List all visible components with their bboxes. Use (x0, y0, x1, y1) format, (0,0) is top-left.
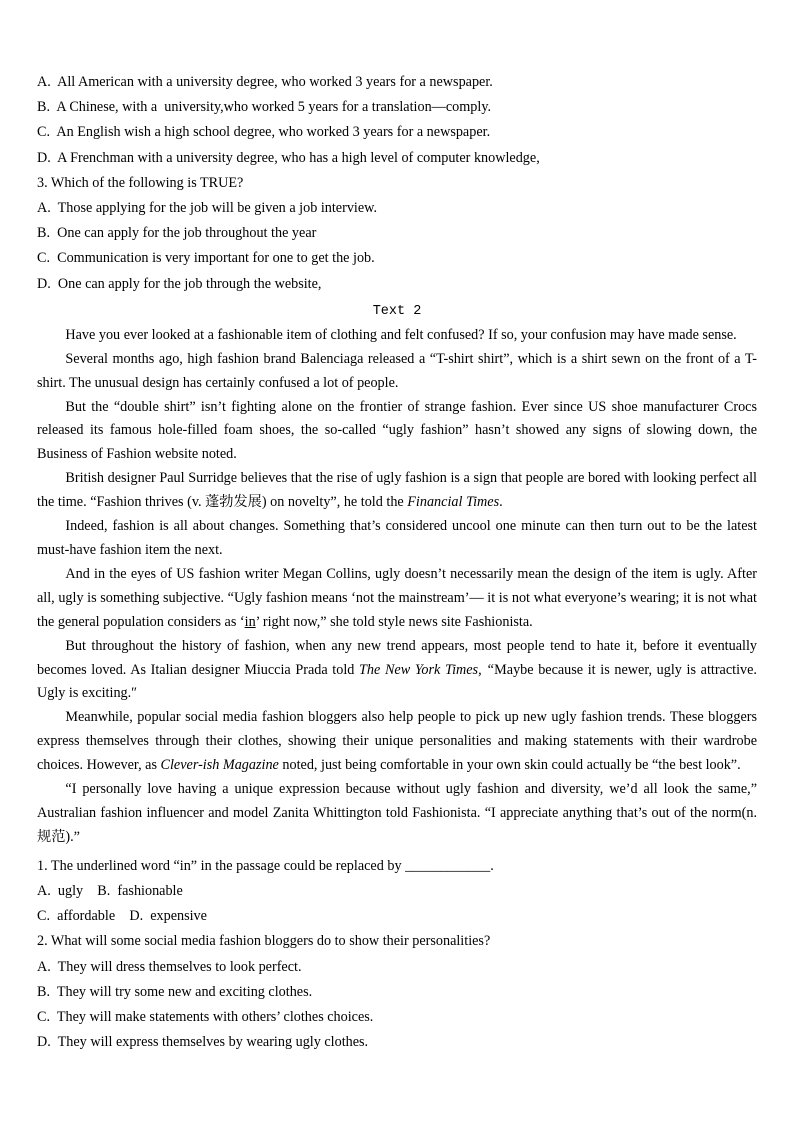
question-2-stem: 2. What will some social media fashion bloggers do to show their personalities? (37, 933, 491, 950)
passage-paragraph-3 (37, 396, 757, 468)
question-3-option-d: D. One can apply for the job through the website, (37, 275, 322, 292)
text-run: noted, just being comfortable in your own skin could actually be “the best look”. (278, 757, 741, 774)
passage-paragraph-7 (37, 635, 757, 707)
reading-passage (37, 324, 757, 850)
text-run: But the “double shirt” isn’t fighting alone on the frontier of strange fashion. Ever since US shoe manufacturer Crocs released its famous hole-filled foam shoes, the so-called “ugly fashion” hasn’t showed any signs of slowing down, the Business of Fashion website noted. (37, 398, 757, 463)
question-2-option-c: C. They will make statements with others’ clothes choices. (37, 1008, 374, 1025)
question-3-option-a: A. Those applying for the job will be given a job interview. (37, 200, 378, 217)
question-2-option-d: D. They will express themselves by wearing ugly clothes. (37, 1034, 369, 1051)
question-3-option-c: C. Communication is very important for one to get the job. (37, 250, 375, 267)
option-line-c: C. An English wish a high school degree, who worked 3 years for a newspaper. (37, 124, 491, 141)
question-2-option-a: A. They will dress themselves to look perfect. (37, 958, 302, 975)
option-line-a: A. All American with a university degree, who worked 3 years for a newspaper. (37, 74, 493, 90)
question-3-stem: 3. Which of the following is TRUE? (37, 174, 244, 191)
question-1-options-cd: C. affordable D. expensive (37, 908, 207, 925)
question-1-options-ab: A. ugly B. fashionable (37, 882, 183, 899)
question-1-stem: 1. The underlined word “in” in the passage could be replaced by ____________. (37, 857, 494, 874)
passage-questions-section (37, 854, 757, 1056)
passage-paragraph-6 (37, 563, 757, 635)
text-run: Indeed, fashion is all about changes. Something that’s considered uncool one minute can then turn out to be the latest must-have fashion item the next. (37, 518, 757, 558)
text-run: Several months ago, high fashion brand Balenciaga released a “T-shirt shirt”, which is a shirt sewn on the front of a T-shirt. The unusual design has certainly confused a lot of people. (37, 350, 757, 391)
italic-title-text: The New York Times, “ (359, 661, 495, 678)
text-run: Meanwhile, popular social media fashion bloggers also help people to pick up new ugly fashion trends. These bloggers express themselves through their clothes, showing their unique personalities and making statements with their wardrobe choices. However, as (37, 709, 757, 774)
text-run: ’ right now,” she told style news site Fashionista. (255, 613, 533, 630)
text-run: And in the eyes of US fashion writer Megan Collins, ugly doesn’t necessarily mean the design of the item is ugly. After all, ugly is something subjective. “Ugly fashion means ‘not the mainstream’— it is not what everyone’s wearing; it is not what the general population considers as ‘ (37, 565, 757, 630)
text-run: Maybe because it is newer, ugly is attractive. Ugly is exciting.″ (37, 661, 757, 702)
option-line-b: B. A Chinese, with a university,who worked 5 years for a translation—comply. (37, 99, 492, 116)
underlined-word: in (244, 613, 256, 630)
question-3-option-b: B. One can apply for the job throughout the year (37, 225, 317, 242)
option-line-d: D. A Frenchman with a university degree, who has a high level of computer knowledge, (37, 149, 540, 166)
passage-paragraph-9 (37, 778, 757, 850)
passage-paragraph-4 (37, 467, 757, 515)
passage-paragraph-2 (37, 348, 757, 396)
passage-paragraph-8 (37, 706, 757, 778)
text-run: British designer Paul Surridge believes that the rise of ugly fashion is a sign that people are bored with looking perfect all the time. “Fashion thrives (v. 蓬勃发展) on novelty”, he told the (37, 470, 757, 511)
passage-paragraph-1 (37, 324, 757, 348)
italic-title-text: Financial Times (407, 494, 500, 511)
text-run: But throughout the history of fashion, when any new trend appears, most people tend to hate it, before it eventually becomes loved. As Italian designer Miuccia Prada told (37, 637, 757, 678)
text-run: Have you ever looked at a fashionable item of clothing and felt confused? If so, your confusion may have made sense. (65, 326, 737, 343)
italic-title-text: Clever-ish Magazine (160, 757, 279, 774)
text-run: “I personally love having a unique expression because without ugly fashion and diversity, we’d all look the same,” Australian fashion influencer and model Zanita Whittington told Fashionista. “I appreciate anything that’s out of the norm(n. 规范).” (37, 781, 757, 845)
job-ad-questions-section (37, 70, 757, 297)
passage-paragraph-5 (37, 515, 757, 563)
text-run: . (499, 494, 503, 511)
passage-title: Text 2 (372, 303, 422, 319)
question-2-option-b: B. They will try some new and exciting clothes. (37, 983, 313, 1000)
